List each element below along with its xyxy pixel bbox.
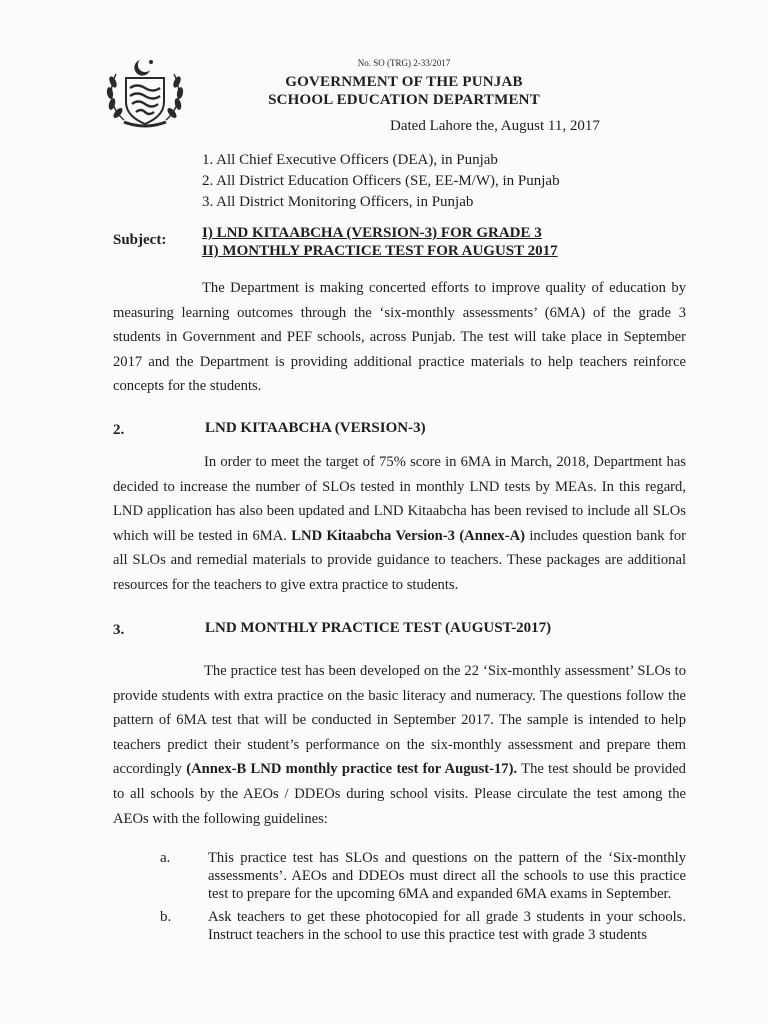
- file-number: No. SO (TRG) 2-33/2017: [357, 58, 451, 68]
- annex-a-reference: LND Kitaabcha Version-3 (Annex-A): [291, 527, 525, 544]
- addressee-3: 3. All District Monitoring Officers, in Punjab: [202, 194, 474, 210]
- section-2-number: 2.: [113, 422, 125, 438]
- subject-line-1: I) LND KITAABCHA (VERSION-3) FOR GRADE 3: [202, 225, 542, 241]
- section-3-paragraph: The practice test has been developed on the 22 ‘Six-monthly assessment’ SLOs to provide students with extra practice on the basic literacy and numeracy. The questions follow the pattern of 6MA test that will be conducted in September 2017. The sample is intended to help teachers predict their student’s performance on the six-monthly assessment and prepare them accordingly (Annex-B LND monthly practice test for August-17). The test should be provided to all schools by the AEOs / DDEOs during school visits. Please circulate the test among the AEOs with the following guidelines:: [113, 663, 686, 827]
- addressee-2: 2. All District Education Officers (SE, EE-M/W), in Punjab: [202, 173, 560, 189]
- section-2-paragraph: In order to meet the target of 75% score in 6MA in March, 2018, Department has decided to increase the number of SLOs tested in monthly LND tests by MEAs. In this regard, LND application has also been updated and LND Kitaabcha has been revised to include all SLOs which will be tested in 6MA. LND Kitaabcha Version-3 (Annex-A) includes question bank for all SLOs and remedial materials to provide guidance to teachers. These packages are additional resources for the teachers to give extra practice to students.: [113, 454, 686, 593]
- guideline-a-text: This practice test has SLOs and questions on the pattern of the ‘Six-monthly assessments’. AEOs and DDEOs must direct all the schools to use this practice test to prepare for the upcoming 6MA and expanded 6MA exams in September.: [208, 850, 686, 902]
- guideline-b-label: b.: [160, 909, 172, 925]
- letter-date: Dated Lahore the, August 11, 2017: [390, 118, 600, 134]
- subject-line-2: II) MONTHLY PRACTICE TEST FOR AUGUST 2017: [202, 243, 558, 259]
- section-3-number: 3.: [113, 622, 125, 638]
- section-3-heading: LND MONTHLY PRACTICE TEST (AUGUST-2017): [205, 620, 552, 636]
- subject-label: Subject:: [113, 232, 167, 248]
- annex-b-reference: (Annex-B LND monthly practice test for August-17).: [186, 761, 518, 778]
- guideline-b-text: Ask teachers to get these photocopied for all grade 3 students in your schools. Instruct teachers in the school to use this practice test with grade 3 students: [208, 909, 686, 943]
- department-name: SCHOOL EDUCATION DEPARTMENT: [268, 92, 540, 108]
- intro-paragraph: The Department is making concerted efforts to improve quality of education by measuring learning outcomes through the ‘six-monthly assessments’ (6MA) of the grade 3 students in Government and PEF schools, across Punjab. The test will take place in September 2017 and the Department is providing additional practice materials to help teachers reinforce concepts for the students.: [113, 280, 686, 395]
- organization-name: GOVERNMENT OF THE PUNJAB: [285, 74, 523, 90]
- addressee-1: 1. All Chief Executive Officers (DEA), in Punjab: [202, 152, 498, 168]
- section-2-heading: LND KITAABCHA (VERSION-3): [205, 420, 426, 436]
- guideline-a-label: a.: [160, 850, 171, 866]
